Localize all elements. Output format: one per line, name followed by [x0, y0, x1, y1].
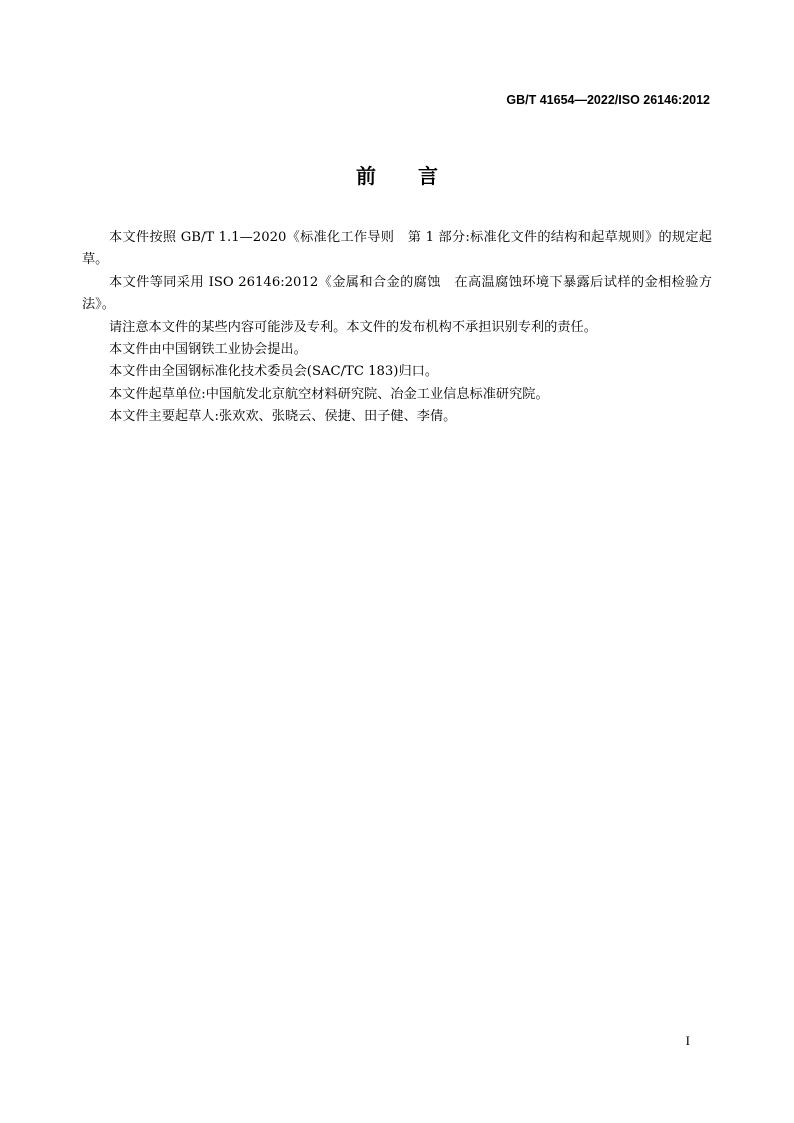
paragraph-drafters: 本文件主要起草人:张欢欢、张晓云、侯捷、田子健、李倩。 [109, 409, 457, 425]
paragraph-patent-notice: 请注意本文件的某些内容可能涉及专利。本文件的发布机构不承担识别专利的责任。 [109, 319, 597, 335]
paragraph-iso-adoption: 本文件等同采用 ISO 26146:2012《金属和合金的腐蚀 在高温腐蚀环境下暴露后试样的金相检验方法》。 [82, 274, 712, 313]
paragraph-drafting-units: 本文件起草单位:中国航发北京航空材料研究院、冶金工业信息标准研究院。 [109, 386, 549, 402]
page-number: I [685, 1033, 690, 1048]
paragraph-drafting-rules: 本文件按照 GB/T 1.1—2020《标准化工作导则 第 1 部分:标准化文件的结构和起草规则》的规定起草。 [82, 230, 712, 268]
foreword-body [82, 227, 712, 429]
standard-number-header: GB/T 41654—2022/ISO 26146:2012 [506, 93, 710, 107]
title-char-1: 前 [356, 164, 376, 188]
paragraph-committee: 本文件由全国钢标准化技术委员会(SAC/TC 183)归口。 [109, 364, 439, 380]
page-title [0, 160, 794, 189]
title-char-2: 言 [418, 164, 438, 188]
paragraph-proposer: 本文件由中国钢铁工业协会提出。 [109, 342, 307, 358]
